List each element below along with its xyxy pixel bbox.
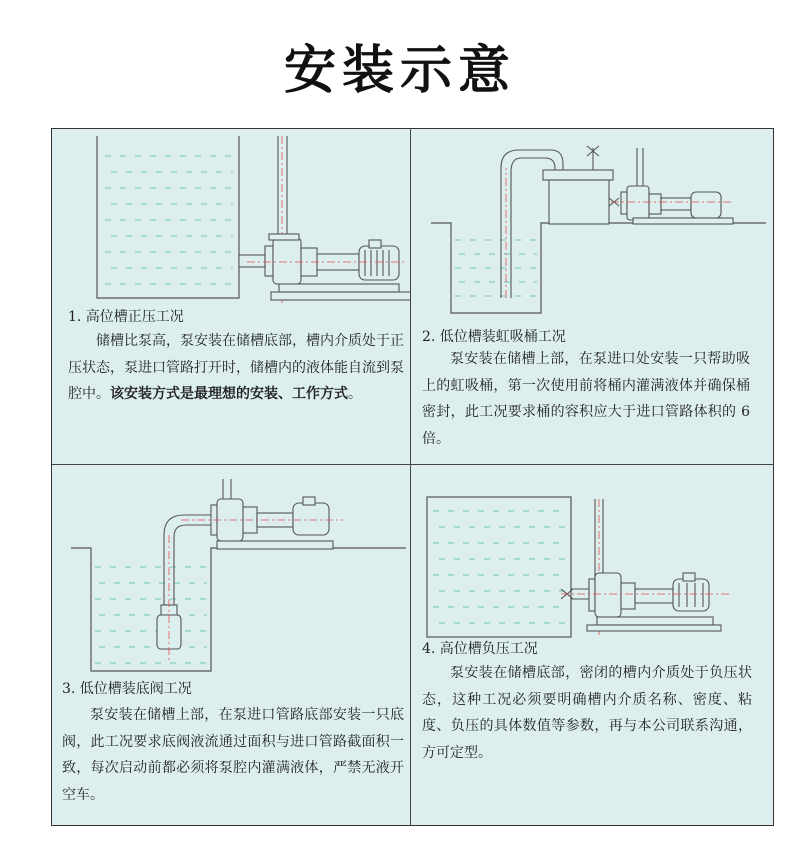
panel-1 [51, 128, 410, 464]
panel-2-body: 泵安装在储槽上部，在泵进口处安装一只帮助吸上的虹吸桶，第一次使用前将桶内灌满液体并确保桶密封，此工况要求桶的容积应大于进口管路体积的 6 倍。 [422, 351, 750, 447]
panel-4 [411, 465, 774, 826]
panel-4-heading: 4. 高位槽负压工况 [422, 641, 538, 657]
discharge-pipe [278, 136, 287, 236]
page-title: 安装示意 [283, 41, 516, 101]
panel-3-body: 泵安装在储槽上部，在泵进口管路底部安装一只底阀，此工况要求底阀液流通过面积与进口管路截面积一致，每次启动前都必须将泵腔内灌满液体，严禁无液开空车。 [62, 707, 404, 803]
pump-unit [609, 148, 733, 224]
panel-3-heading: 3. 低位槽装底阀工况 [62, 681, 192, 697]
siphon-tank [543, 146, 613, 224]
panel-1-body: 储槽比泵高，泵安装在储槽底部，槽内介质处于正压状态，泵进口管路打开时，储槽内的液体能自流到泵腔中。 [68, 333, 404, 402]
panel-1-tail: 。 [348, 386, 362, 402]
panel-4-body: 泵安装在储槽底部，密闭的槽内介质处于负压状态，这种工况必须要明确槽内介质名称、密度、粘度、负压的具体数值等参数，再与本公司联系沟通，方可定型。 [422, 665, 752, 761]
panel-2 [411, 128, 774, 464]
suction-pipe [164, 515, 211, 605]
liquid-dashes [433, 511, 565, 623]
panel-1-text [68, 328, 404, 408]
pump-unit [211, 479, 333, 549]
pump-unit [587, 573, 721, 631]
liquid-dashes [455, 240, 537, 296]
pump-unit [265, 234, 410, 300]
panel-1-emphasis: 该安装方式是最理想的安装、工作方式 [110, 386, 348, 402]
sealed-tank [427, 497, 571, 637]
panel-1-heading: 1. 高位槽正压工况 [68, 309, 184, 325]
panel-3 [51, 465, 410, 826]
storage-tank-high [97, 136, 239, 298]
panel-2-heading: 2. 低位槽装虹吸桶工况 [422, 329, 566, 345]
liquid-dashes [105, 156, 233, 284]
panel-1-illustration [51, 128, 410, 464]
liquid-dashes [95, 567, 207, 663]
